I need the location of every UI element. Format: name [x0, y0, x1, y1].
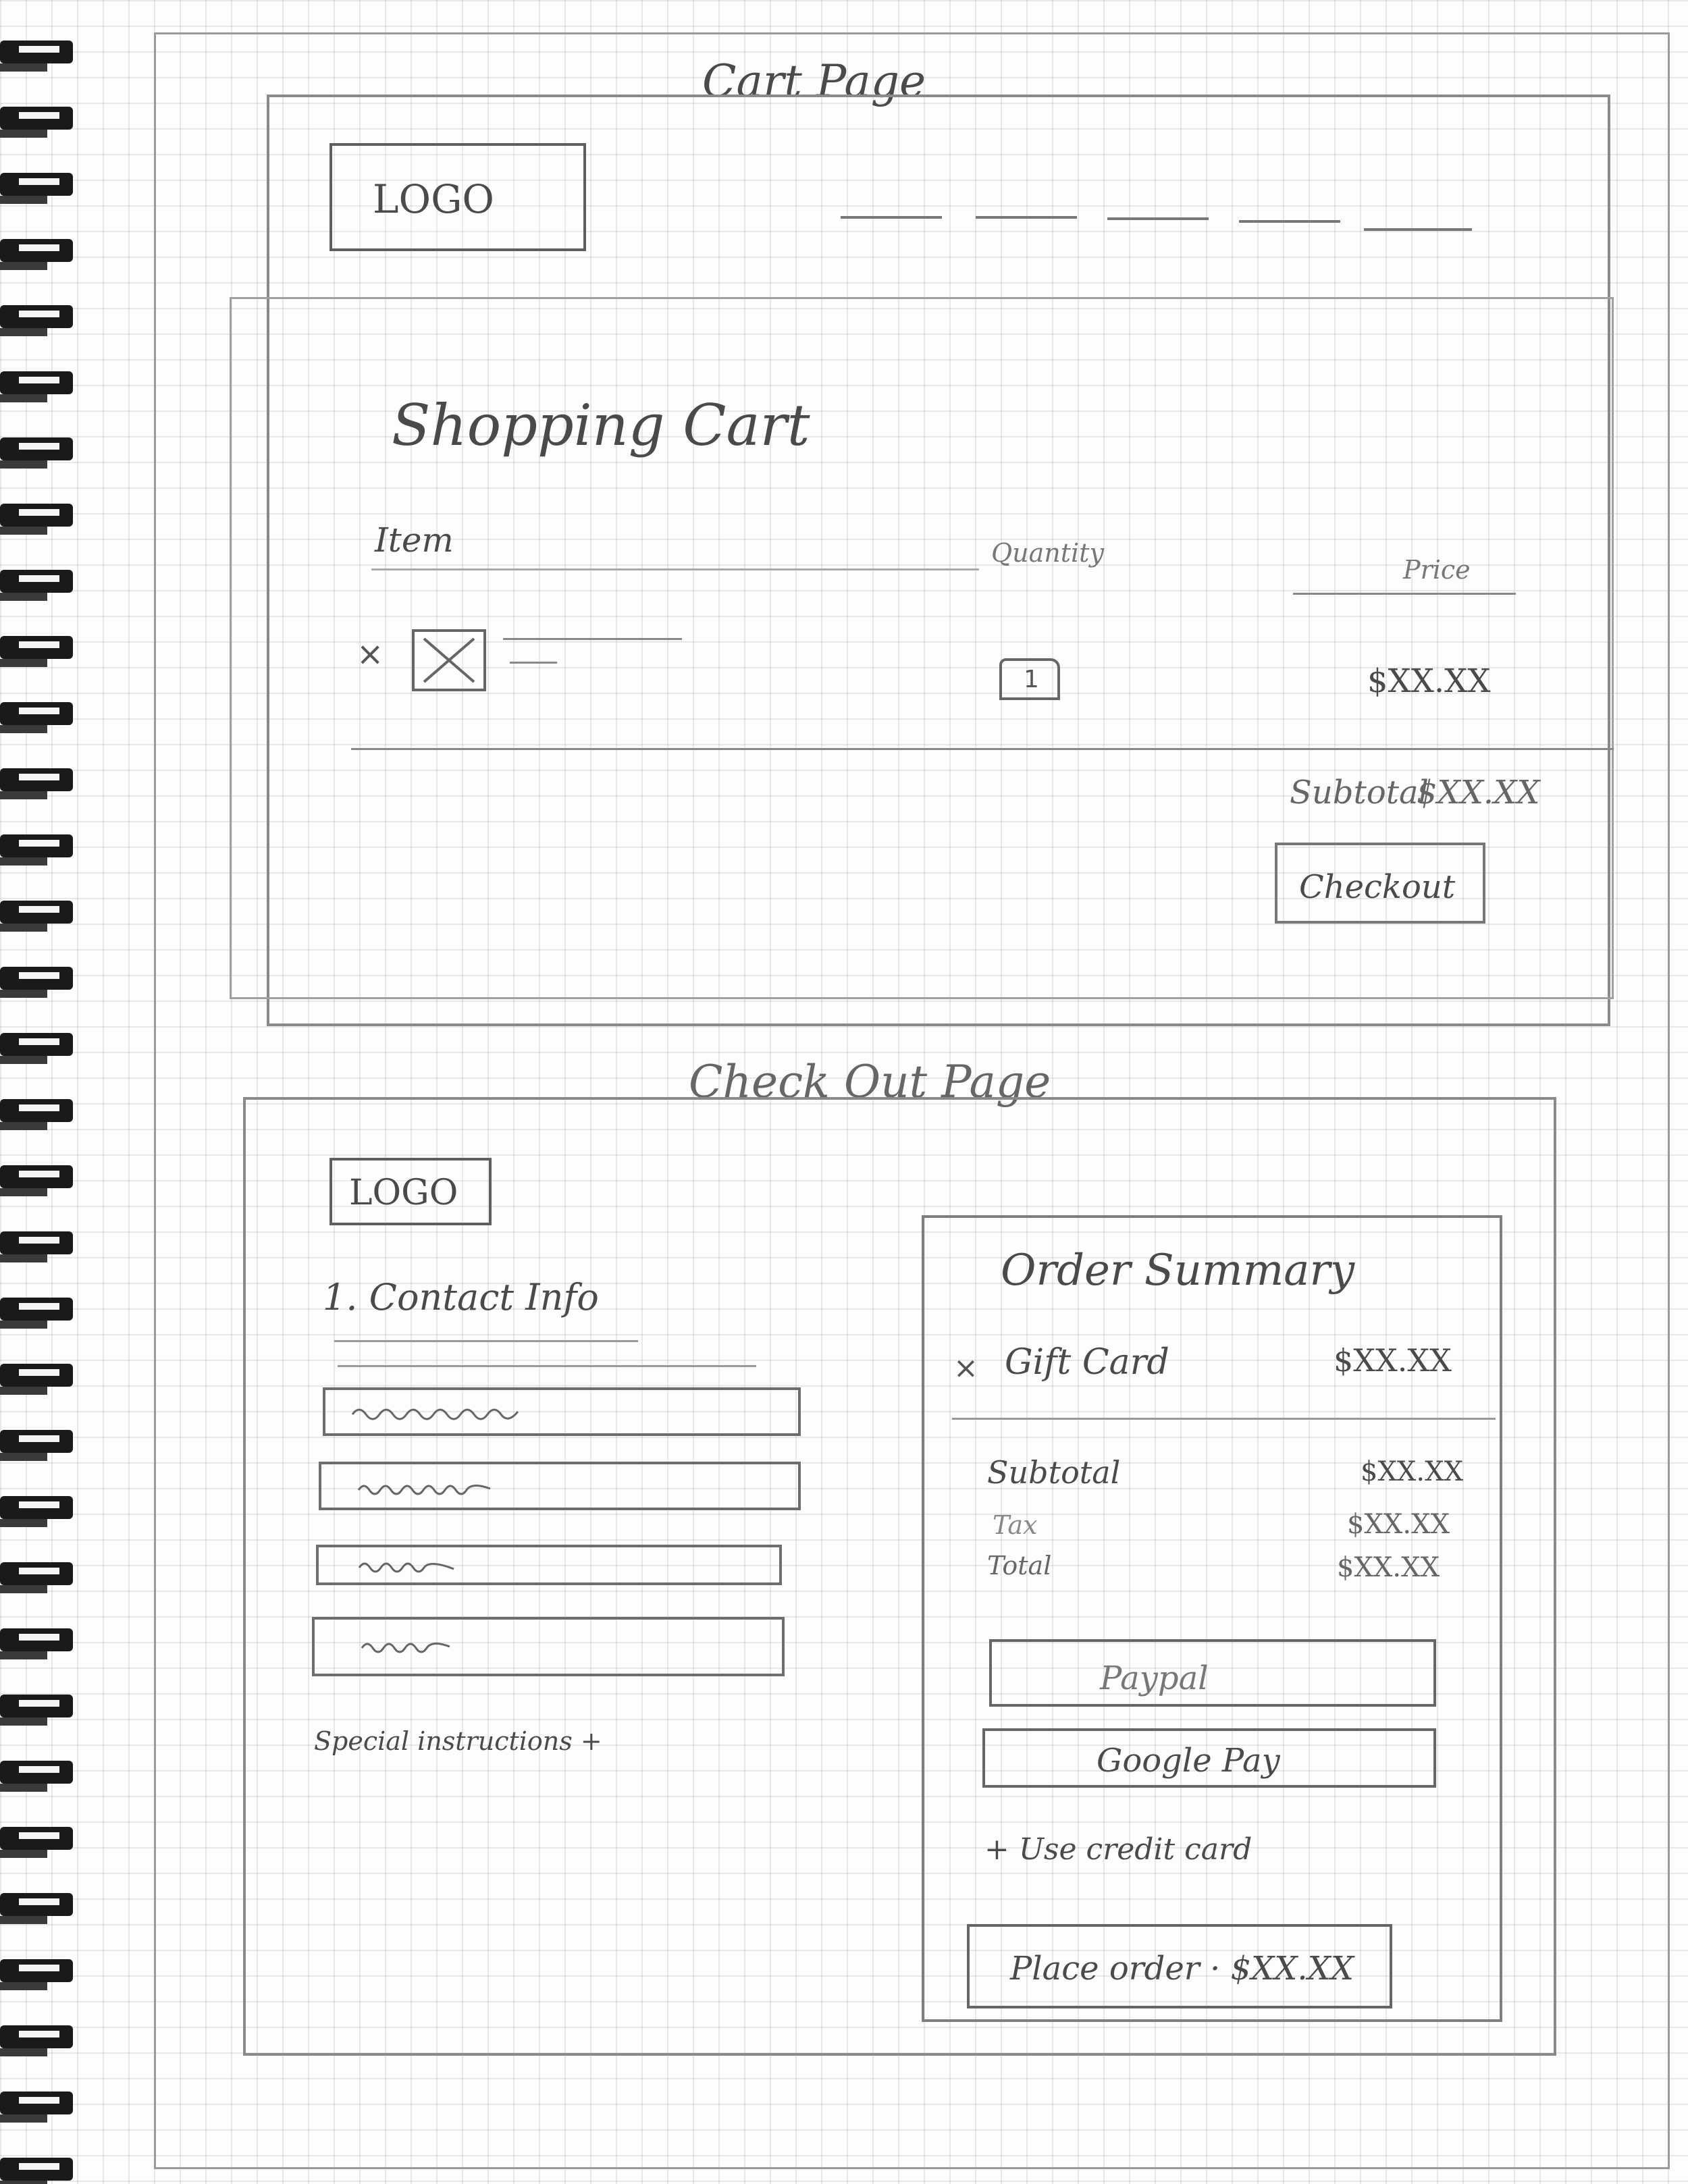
- nav-link-3[interactable]: [1107, 217, 1209, 220]
- nav-link-4[interactable]: [1239, 220, 1340, 223]
- cart-logo: LOGO: [329, 143, 586, 251]
- row-divider: [351, 748, 1614, 750]
- summary-subtotal-label: Subtotal: [987, 1454, 1121, 1491]
- column-item: Item: [375, 521, 454, 560]
- paypal-button[interactable]: Paypal: [989, 1639, 1436, 1707]
- checkout-logo: LOGO: [329, 1158, 492, 1225]
- nav-link-2[interactable]: [976, 216, 1077, 219]
- item-price: $XX.XX: [1367, 662, 1491, 700]
- contact-input-2[interactable]: [319, 1462, 801, 1510]
- use-credit-card-link[interactable]: + Use credit card: [984, 1832, 1252, 1867]
- quantity-input[interactable]: 1: [999, 658, 1060, 700]
- contact-input-4[interactable]: [312, 1617, 785, 1676]
- remove-gift-card-icon[interactable]: ×: [953, 1351, 978, 1385]
- checkout-button[interactable]: Checkout: [1275, 843, 1485, 924]
- order-summary-panel: [922, 1215, 1502, 2022]
- header-underline: [371, 568, 979, 570]
- product-name-line: [503, 638, 682, 640]
- nav-link-5[interactable]: [1364, 228, 1472, 231]
- summary-item-price: $XX.XX: [1334, 1342, 1452, 1379]
- product-image-placeholder: [412, 629, 486, 691]
- place-order-button[interactable]: Place order · $XX.XX: [967, 1924, 1392, 2008]
- contact-input-1[interactable]: [323, 1387, 801, 1436]
- google-pay-button[interactable]: Google Pay: [982, 1728, 1436, 1788]
- subtotal-value: $XX.XX: [1417, 774, 1540, 811]
- subtotal-label: Subtotal: [1290, 774, 1429, 811]
- product-detail-line: [510, 662, 557, 664]
- header-underline-right: [1293, 593, 1516, 595]
- summary-item-name: Gift Card: [1005, 1342, 1169, 1383]
- cart-page-heading: Cart Page: [702, 55, 926, 107]
- special-instructions-link[interactable]: Special instructions +: [314, 1726, 602, 1756]
- summary-divider: [952, 1418, 1496, 1420]
- spiral-binding: [0, 0, 80, 2184]
- summary-subtotal-value: $XX.XX: [1361, 1456, 1464, 1487]
- order-summary-title: Order Summary: [1001, 1246, 1355, 1296]
- summary-tax-label: Tax: [993, 1510, 1038, 1540]
- summary-total-label: Total: [987, 1551, 1052, 1580]
- contact-underline-2: [338, 1365, 756, 1367]
- contact-input-3[interactable]: [316, 1545, 782, 1585]
- nav-link-1[interactable]: [841, 216, 942, 219]
- shopping-cart-title: Shopping Cart: [392, 392, 810, 458]
- column-price: Price: [1403, 555, 1471, 585]
- checkout-page-heading: Check Out Page: [689, 1056, 1051, 1108]
- summary-total-value: $XX.XX: [1337, 1552, 1440, 1583]
- column-quantity: Quantity: [991, 538, 1104, 568]
- contact-info-heading: 1. Contact Info: [323, 1276, 599, 1319]
- summary-tax-value: $XX.XX: [1347, 1509, 1450, 1540]
- remove-item-icon[interactable]: ×: [357, 635, 384, 673]
- contact-underline: [334, 1340, 638, 1342]
